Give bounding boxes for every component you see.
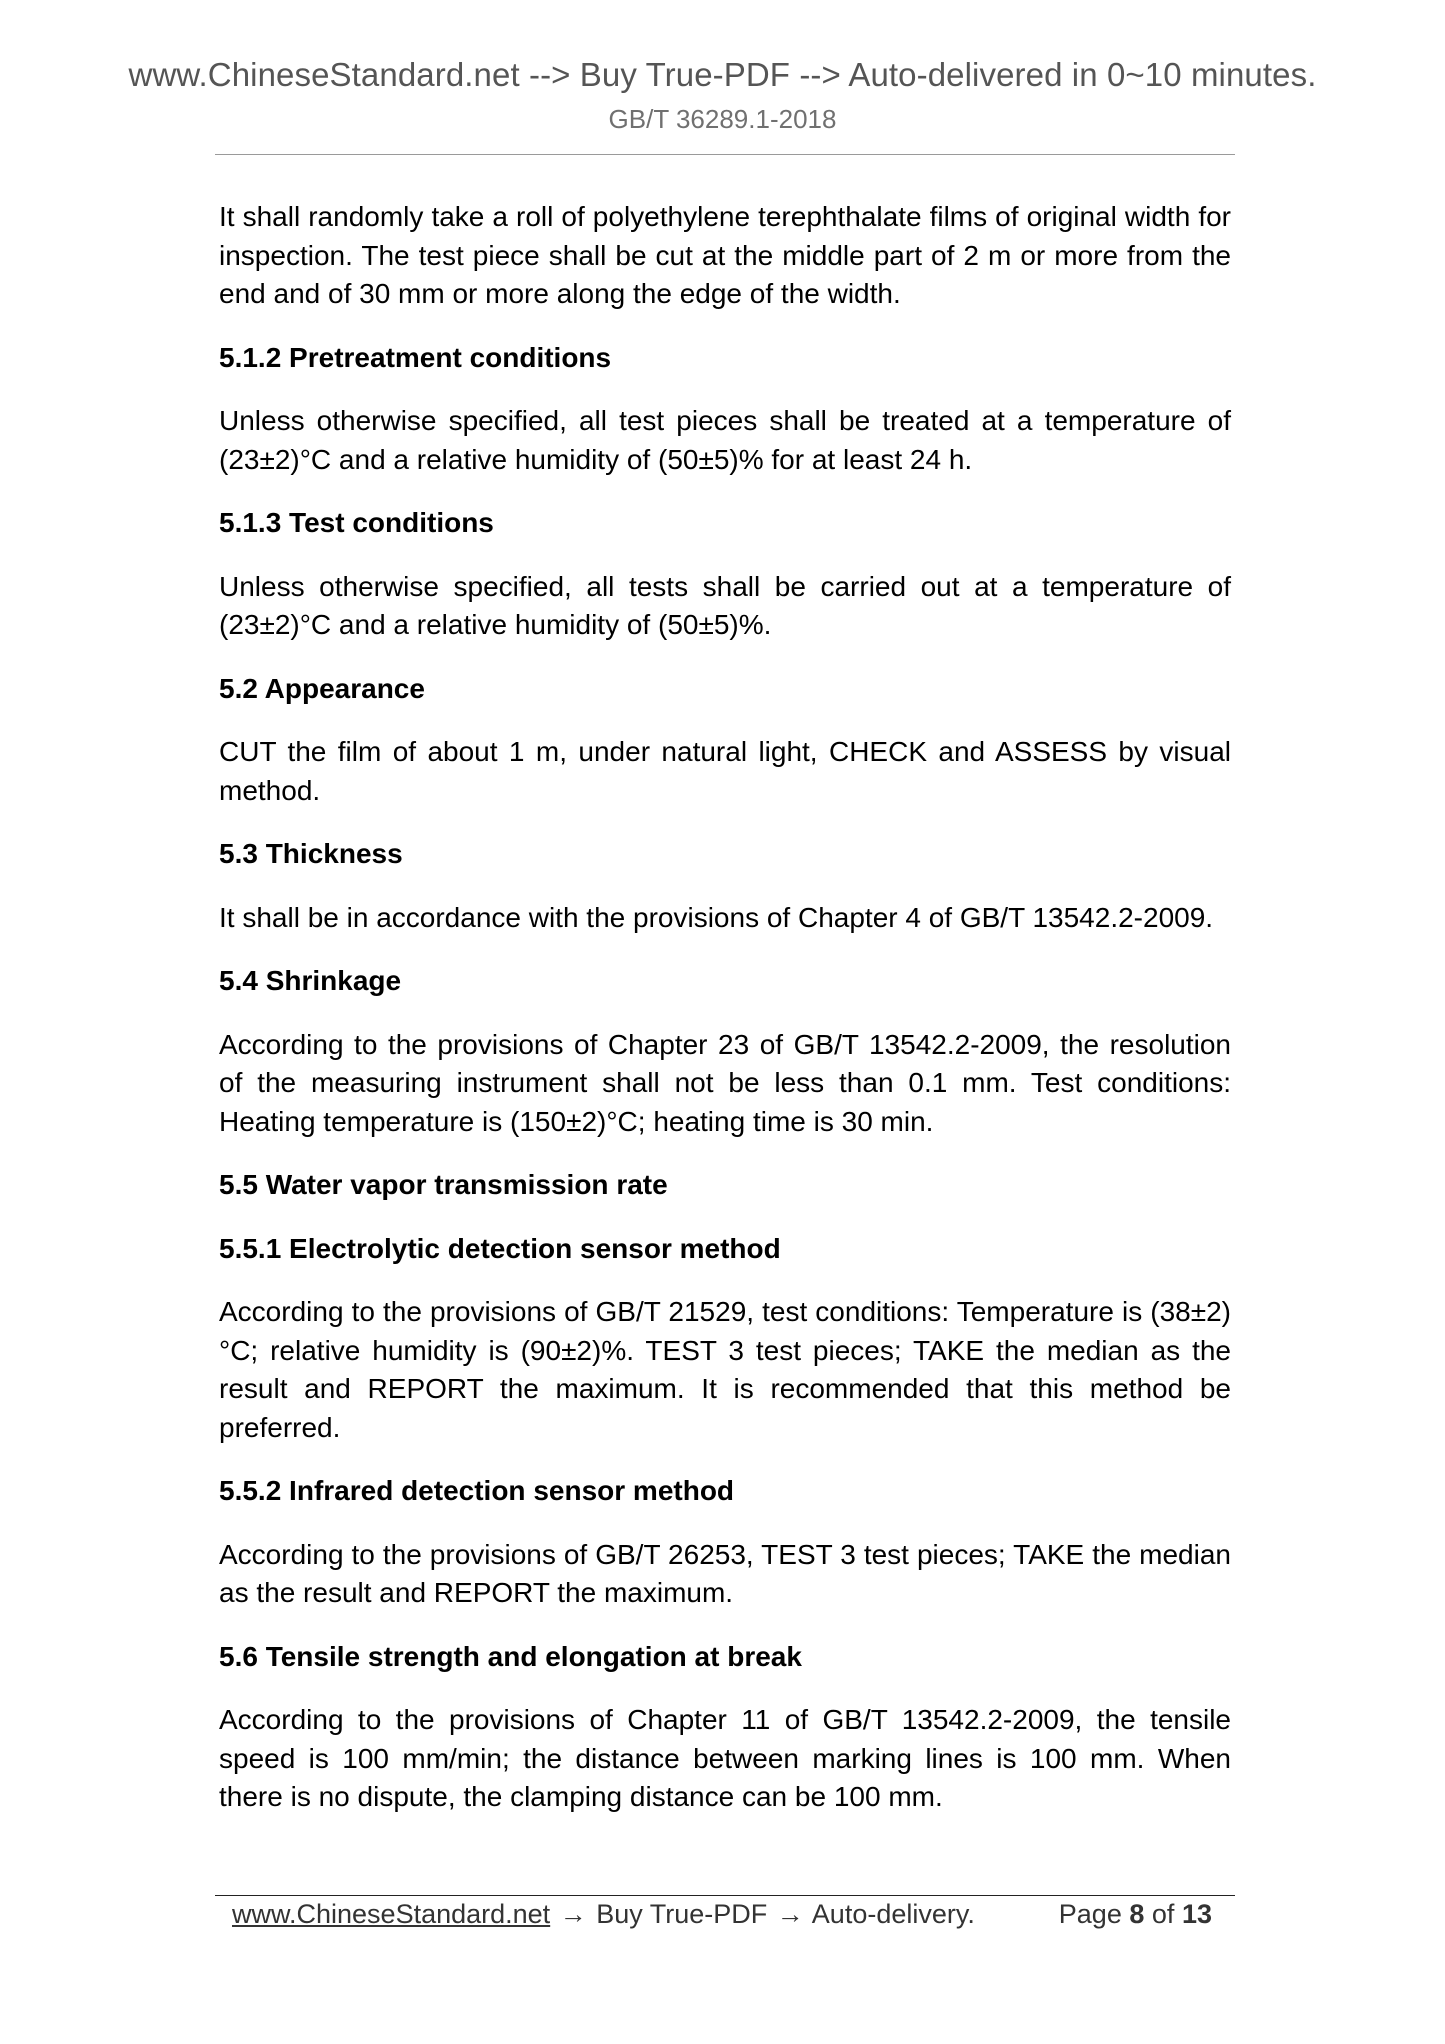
paragraph: According to the provisions of GB/T 21529, test conditions: Temperature is (38±2)°C; relative humidity is (90±2)%. TEST 3 test pieces; TAKE the median as the result and REPORT the maximum. It is recommended that this method be preferred. xyxy=(219,1296,1231,1443)
footer-divider xyxy=(215,1895,1235,1896)
paragraph: It shall randomly take a roll of polyethylene terephthalate films of original width for inspection. The test piece shall be cut at the middle part of 2 m or more from the end and of 30 mm or more along the edge of the width. xyxy=(219,201,1231,309)
paragraph: Unless otherwise specified, all test pieces shall be treated at a temperature of (23±2)°C and a relative humidity of (50±5)% for at least 24 h. xyxy=(219,405,1231,475)
section-heading: 5.5.1 Electrolytic detection sensor method xyxy=(219,1232,781,1264)
paragraph: CUT the film of about 1 m, under natural light, CHECK and ASSESS by visual method. xyxy=(219,736,1231,806)
page-current: 8 xyxy=(1129,1899,1145,1929)
page-total: 13 xyxy=(1181,1899,1212,1929)
section-heading: 5.3 Thickness xyxy=(219,838,403,869)
arrow-right-icon: → xyxy=(776,1899,804,1929)
section-heading: 5.6 Tensile strength and elongation at break xyxy=(219,1640,802,1672)
page-indicator xyxy=(1059,1899,1212,1930)
document-body xyxy=(219,198,1231,1842)
header-divider xyxy=(215,154,1235,155)
of-label: of xyxy=(1151,1899,1175,1929)
site-link[interactable]: www.ChineseStandard.net xyxy=(232,1899,551,1929)
page-footer xyxy=(232,1899,1232,1939)
standard-code: GB/T 36289.1-2018 xyxy=(608,104,837,134)
section-heading: 5.5 Water vapor transmission rate xyxy=(219,1169,668,1200)
section-heading: 5.5.2 Infrared detection sensor method xyxy=(219,1475,735,1506)
section-heading: 5.1.2 Pretreatment conditions xyxy=(219,341,612,373)
arrow-right-icon: → xyxy=(559,1899,587,1929)
footer-links xyxy=(232,1899,975,1930)
section-heading: 5.1.3 Test conditions xyxy=(219,507,494,538)
paragraph: According to the provisions of GB/T 26253, TEST 3 test pieces; TAKE the median as the result and REPORT the maximum. xyxy=(219,1538,1231,1608)
header-banner: www.ChineseStandard.net --> Buy True-PDF --> Auto-delivered in 0~10 minutes. xyxy=(128,56,1317,93)
section-heading: 5.4 Shrinkage xyxy=(219,965,402,996)
paragraph: It shall be in accordance with the provisions of Chapter 4 of GB/T 13542.2-2009. xyxy=(219,901,1214,933)
paragraph: According to the provisions of Chapter 11 of GB/T 13542.2-2009, the tensile speed is 100 mm/min; the distance between marking lines is 100 mm. When there is no dispute, the clamping distance can be 100 mm. xyxy=(219,1704,1231,1812)
section-heading: 5.2 Appearance xyxy=(219,672,425,704)
paragraph: Unless otherwise specified, all tests shall be carried out at a temperature of (23±2)°C and a relative humidity of (50±5)%. xyxy=(219,570,1231,640)
buy-pdf-link[interactable]: Buy True-PDF xyxy=(596,1899,768,1929)
paragraph: According to the provisions of Chapter 23 of GB/T 13542.2-2009, the resolution of the measuring instrument shall not be less than 0.1 mm. Test conditions: Heating temperature is (150±2)°C; heating time is 30 min. xyxy=(219,1028,1231,1137)
page-label: Page xyxy=(1058,1899,1122,1929)
auto-delivery-text: Auto-delivery. xyxy=(811,1899,975,1929)
